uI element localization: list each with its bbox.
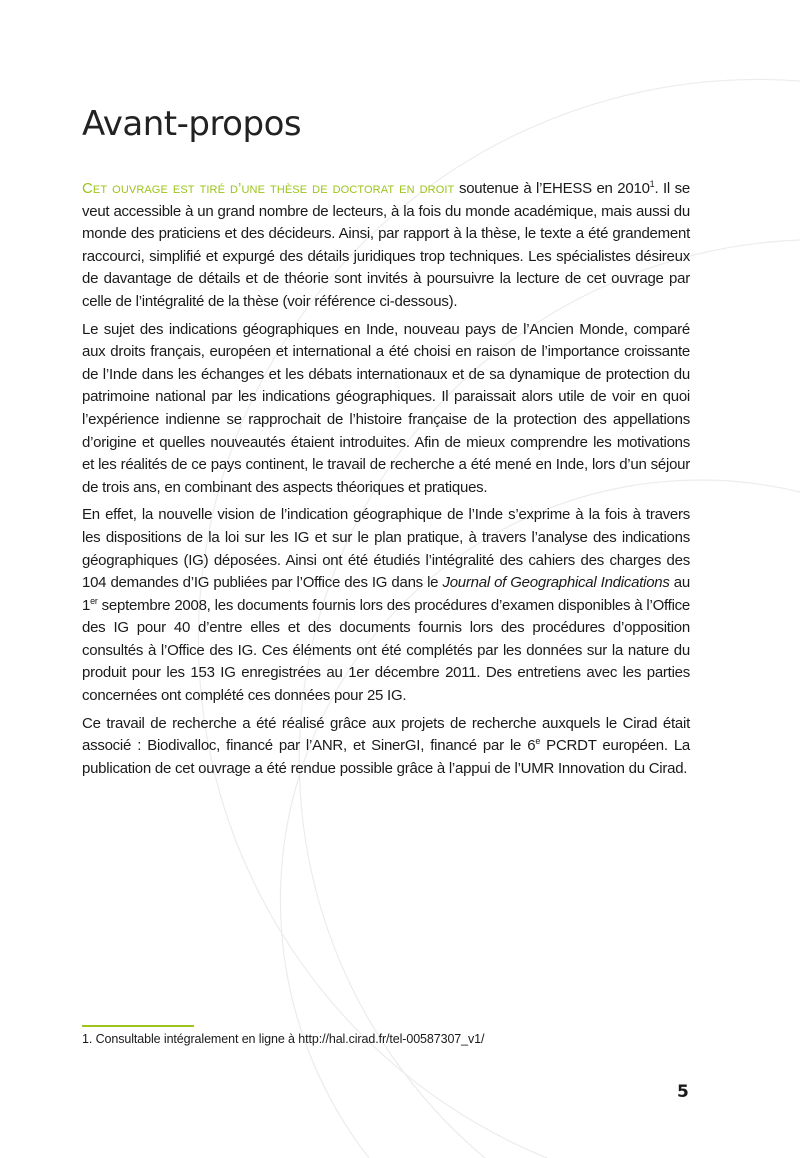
footnote-ref[interactable]: 1 — [649, 179, 655, 189]
footnote: 1. Consultable intégralement en ligne à http://hal.cirad.fr/tel-00587307_v1/ — [82, 1032, 485, 1046]
paragraph-1-text-b: . Il se veut accessible à un grand nombre de lecteurs, à la fois du monde académique, mais aussi du monde des praticiens et des décideurs. Ainsi, par rapport à la thèse, le texte a été grandement raccourci, simplifié et expurgé des détails juridiques trop techniques. Les spécialistes désireux de davantage de détails et de théorie sont invités à poursuivre la lecture de cet ouvrage par celle de l’intégralité de la thèse (voir référence ci-dessous). — [82, 180, 690, 310]
page-title: Avant-propos — [82, 104, 302, 144]
journal-title: Journal of Geographical Indications — [442, 574, 670, 592]
paragraph-3 — [82, 504, 690, 707]
lead-in: Cet ouvrage est tiré d’une thèse de doctorat en droit — [82, 180, 455, 197]
paragraph-4-text-b: PCRDT européen. La publication de cet ouvrage a été rendue possible grâce à l’appui de l’UMR Innovation du Cirad. — [82, 737, 691, 777]
ordinal-suffix: er — [90, 595, 98, 606]
paragraph-4-text-a: Ce travail de recherche a été réalisé grâce aux projets de recherche auxquels le Cirad était associé : Biodivalloc, financé par l’ANR, et SinerGI, financé par le 6 — [82, 714, 690, 755]
paragraph-3-text-c: septembre 2008, les documents fournis lors des procédures d’examen disponibles à l’Office des IG pour 40 d’entre elles et des documents fournis lors des procédures d’opposition consultés à l’Office des IG. Ces éléments ont été complétés par les données sur la nature du produit pour les 153 IG enregistrées au 1er décembre 2011. Des entretiens avec les parties concernées ont complété ces données pour 25 IG. — [82, 596, 690, 705]
body-text — [82, 178, 690, 785]
paragraph-1-text-a: soutenue à l’EHESS en 2010 — [454, 180, 650, 197]
ordinal-suffix: e — [535, 736, 541, 747]
paragraph-1 — [82, 178, 690, 314]
paragraph-4 — [82, 713, 690, 781]
page-number: 5 — [677, 1082, 689, 1102]
paragraph-3-text-b: au 1 — [82, 574, 690, 614]
footnote-divider — [82, 1025, 194, 1027]
paragraph-3-text-a: En effet, la nouvelle vision de l’indication géographique de l’Inde s’exprime à la fois à travers les dispositions de la loi sur les IG et sur le plan pratique, à travers l’analyse des indications géographiques (IG) déposées. Ainsi ont été étudiés l’intégralité des cahiers des charges des 104 demandes d’IG publiées par l’Office des IG dans le — [82, 506, 690, 592]
paragraph-2: Le sujet des indications géographiques en Inde, nouveau pays de l’Ancien Monde, comparé aux droits français, européen et international a été choisi en raison de l’importance croissante de l’Inde dans les échanges et les débats internationaux et de sa dynamique de protection du patrimoine national par les indications géographiques. Il paraissait alors utile de voir en quoi l’expérience indienne se rapprochait de l’histoire française de la protection des appellations d’origine et quelles nouveautés étaient introduites. Afin de mieux comprendre les motivations et les réalités de ce pays continent, le travail de recherche a été mené en Inde, lors d’un séjour de trois ans, en combinant des aspects théoriques et pratiques. — [82, 320, 690, 496]
